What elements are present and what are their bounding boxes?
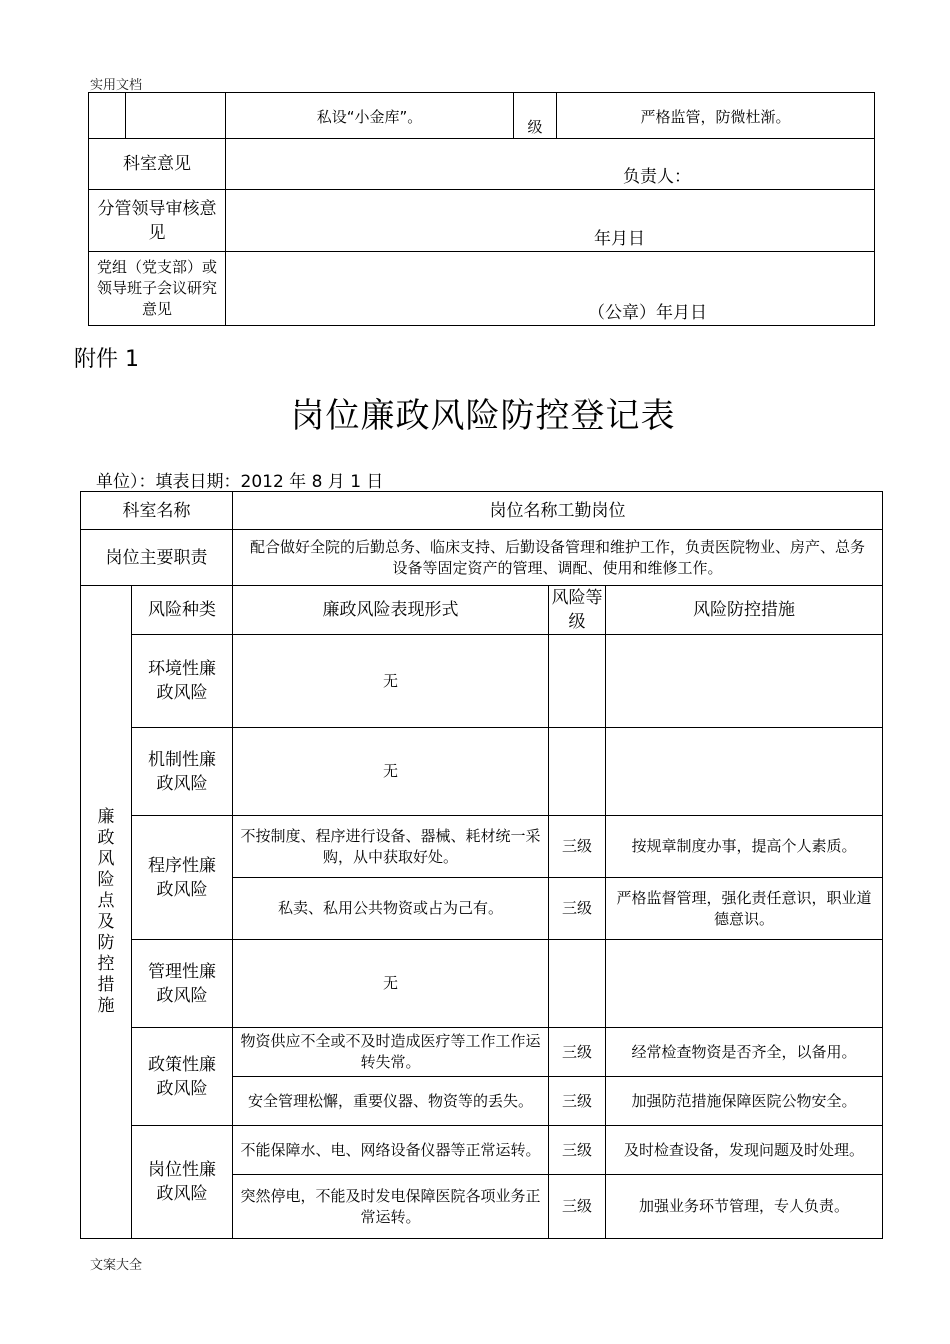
risk-type-cell: 政策性廉政风险 [132,1028,233,1126]
party-meeting-label: 党组（党支部）或领导班子会议研究意见 [89,252,226,326]
risk-form-cell: 私卖、私用公共物资或占为己有。 [233,878,549,940]
responsible-label: 负责人： [623,167,691,187]
risk-type-cell: 环境性廉政风险 [132,635,233,728]
approval-table [88,92,875,326]
unit-date-line: 单位）：填表日期：2012 年 8 月 1 日 [96,472,384,492]
col-risk-measure: 风险防控措施 [606,586,883,635]
risk-form-cell: 物资供应不全或不及时造成医疗等工作工作运转失常。 [233,1028,549,1077]
risk-measure-cell [606,635,883,728]
leader-review-label: 分管领导审核意见 [89,190,226,252]
risk-measure-cell: 经常检查物资是否齐全，以备用。 [606,1028,883,1077]
risk-form-cell: 无 [233,940,549,1028]
duty-label: 岗位主要职责 [81,530,233,586]
risk-level-cell: 三级 [549,1175,606,1239]
risk-form-cell: 突然停电，不能及时发电保障医院各项业务正常运转。 [233,1175,549,1239]
duty-text: 配合做好全院的后勤总务、临床支持、后勤设备管理和维护工作，负责医院物业、房产、总务设备等固定资产的管理、调配、使用和维修工作。 [233,530,883,586]
risk-form-cell: 安全管理松懈，重要仪器、物资等的丢失。 [233,1077,549,1126]
risk-measure-cell [606,728,883,816]
col-risk-form: 廉政风险表现形式 [233,586,549,635]
page-footer: 文案大全 [90,1258,143,1273]
risk-level-cell [549,940,606,1028]
risk-level-cell: 三级 [549,1077,606,1126]
blank-cell [126,93,226,139]
date-label: 年月日 [594,229,645,249]
risk-type-cell: 管理性廉政风险 [132,940,233,1028]
risk-measure-cell: 按规章制度办事，提高个人素质。 [606,816,883,878]
table-row [81,1126,883,1175]
table-row [81,728,883,816]
attachment-label: 附件 1 [74,347,139,372]
col-risk-level: 风险等级 [549,586,606,635]
risk-form-cell: 私设“小金库”。 [226,93,514,139]
risk-measure-cell [606,940,883,1028]
dept-opinion-label: 科室意见 [89,139,226,190]
side-label-cell [81,586,132,1239]
post-name-cell: 岗位名称工勤岗位 [233,492,883,530]
risk-type-cell: 程序性廉政风险 [132,816,233,940]
risk-measure-cell: 及时检查设备，发现问题及时处理。 [606,1126,883,1175]
risk-level-cell: 三级 [549,816,606,878]
risk-type-cell: 机制性廉政风险 [132,728,233,816]
risk-measure-cell: 加强业务环节管理，专人负责。 [606,1175,883,1239]
table-row [81,1028,883,1077]
table-row [81,940,883,1028]
risk-measure-cell: 严格监督管理，强化责任意识，职业道德意识。 [606,878,883,940]
seal-date-label: （公章）年月日 [588,303,707,323]
form-title: 岗位廉政风险防控登记表 [290,396,676,436]
col-risk-type: 风险种类 [132,586,233,635]
risk-form-cell: 无 [233,635,549,728]
risk-level-cell: 三级 [549,878,606,940]
risk-form-cell: 不按制度、程序进行设备、器械、耗材统一采购，从中获取好处。 [233,816,549,878]
risk-type-cell: 岗位性廉政风险 [132,1126,233,1239]
risk-form-cell: 无 [233,728,549,816]
risk-level-cell [549,635,606,728]
risk-level-cell: 三级 [549,1028,606,1077]
side-label: 廉政风险点及防控措施 [97,807,115,1016]
risk-level-cell: 三级 [549,1126,606,1175]
table-row [81,635,883,728]
risk-measure-cell: 严格监管，防微杜渐。 [557,93,875,139]
table-row [81,816,883,878]
risk-level-cell [549,728,606,816]
risk-form-cell: 不能保障水、电、网络设备仪器等正常运转。 [233,1126,549,1175]
blank-cell [89,93,126,139]
page-header: 实用文档 [90,78,143,93]
risk-level-cell: 级 [514,93,557,139]
risk-registration-table [80,491,883,1239]
dept-name-label: 科室名称 [81,492,233,530]
risk-measure-cell: 加强防范措施保障医院公物安全。 [606,1077,883,1126]
